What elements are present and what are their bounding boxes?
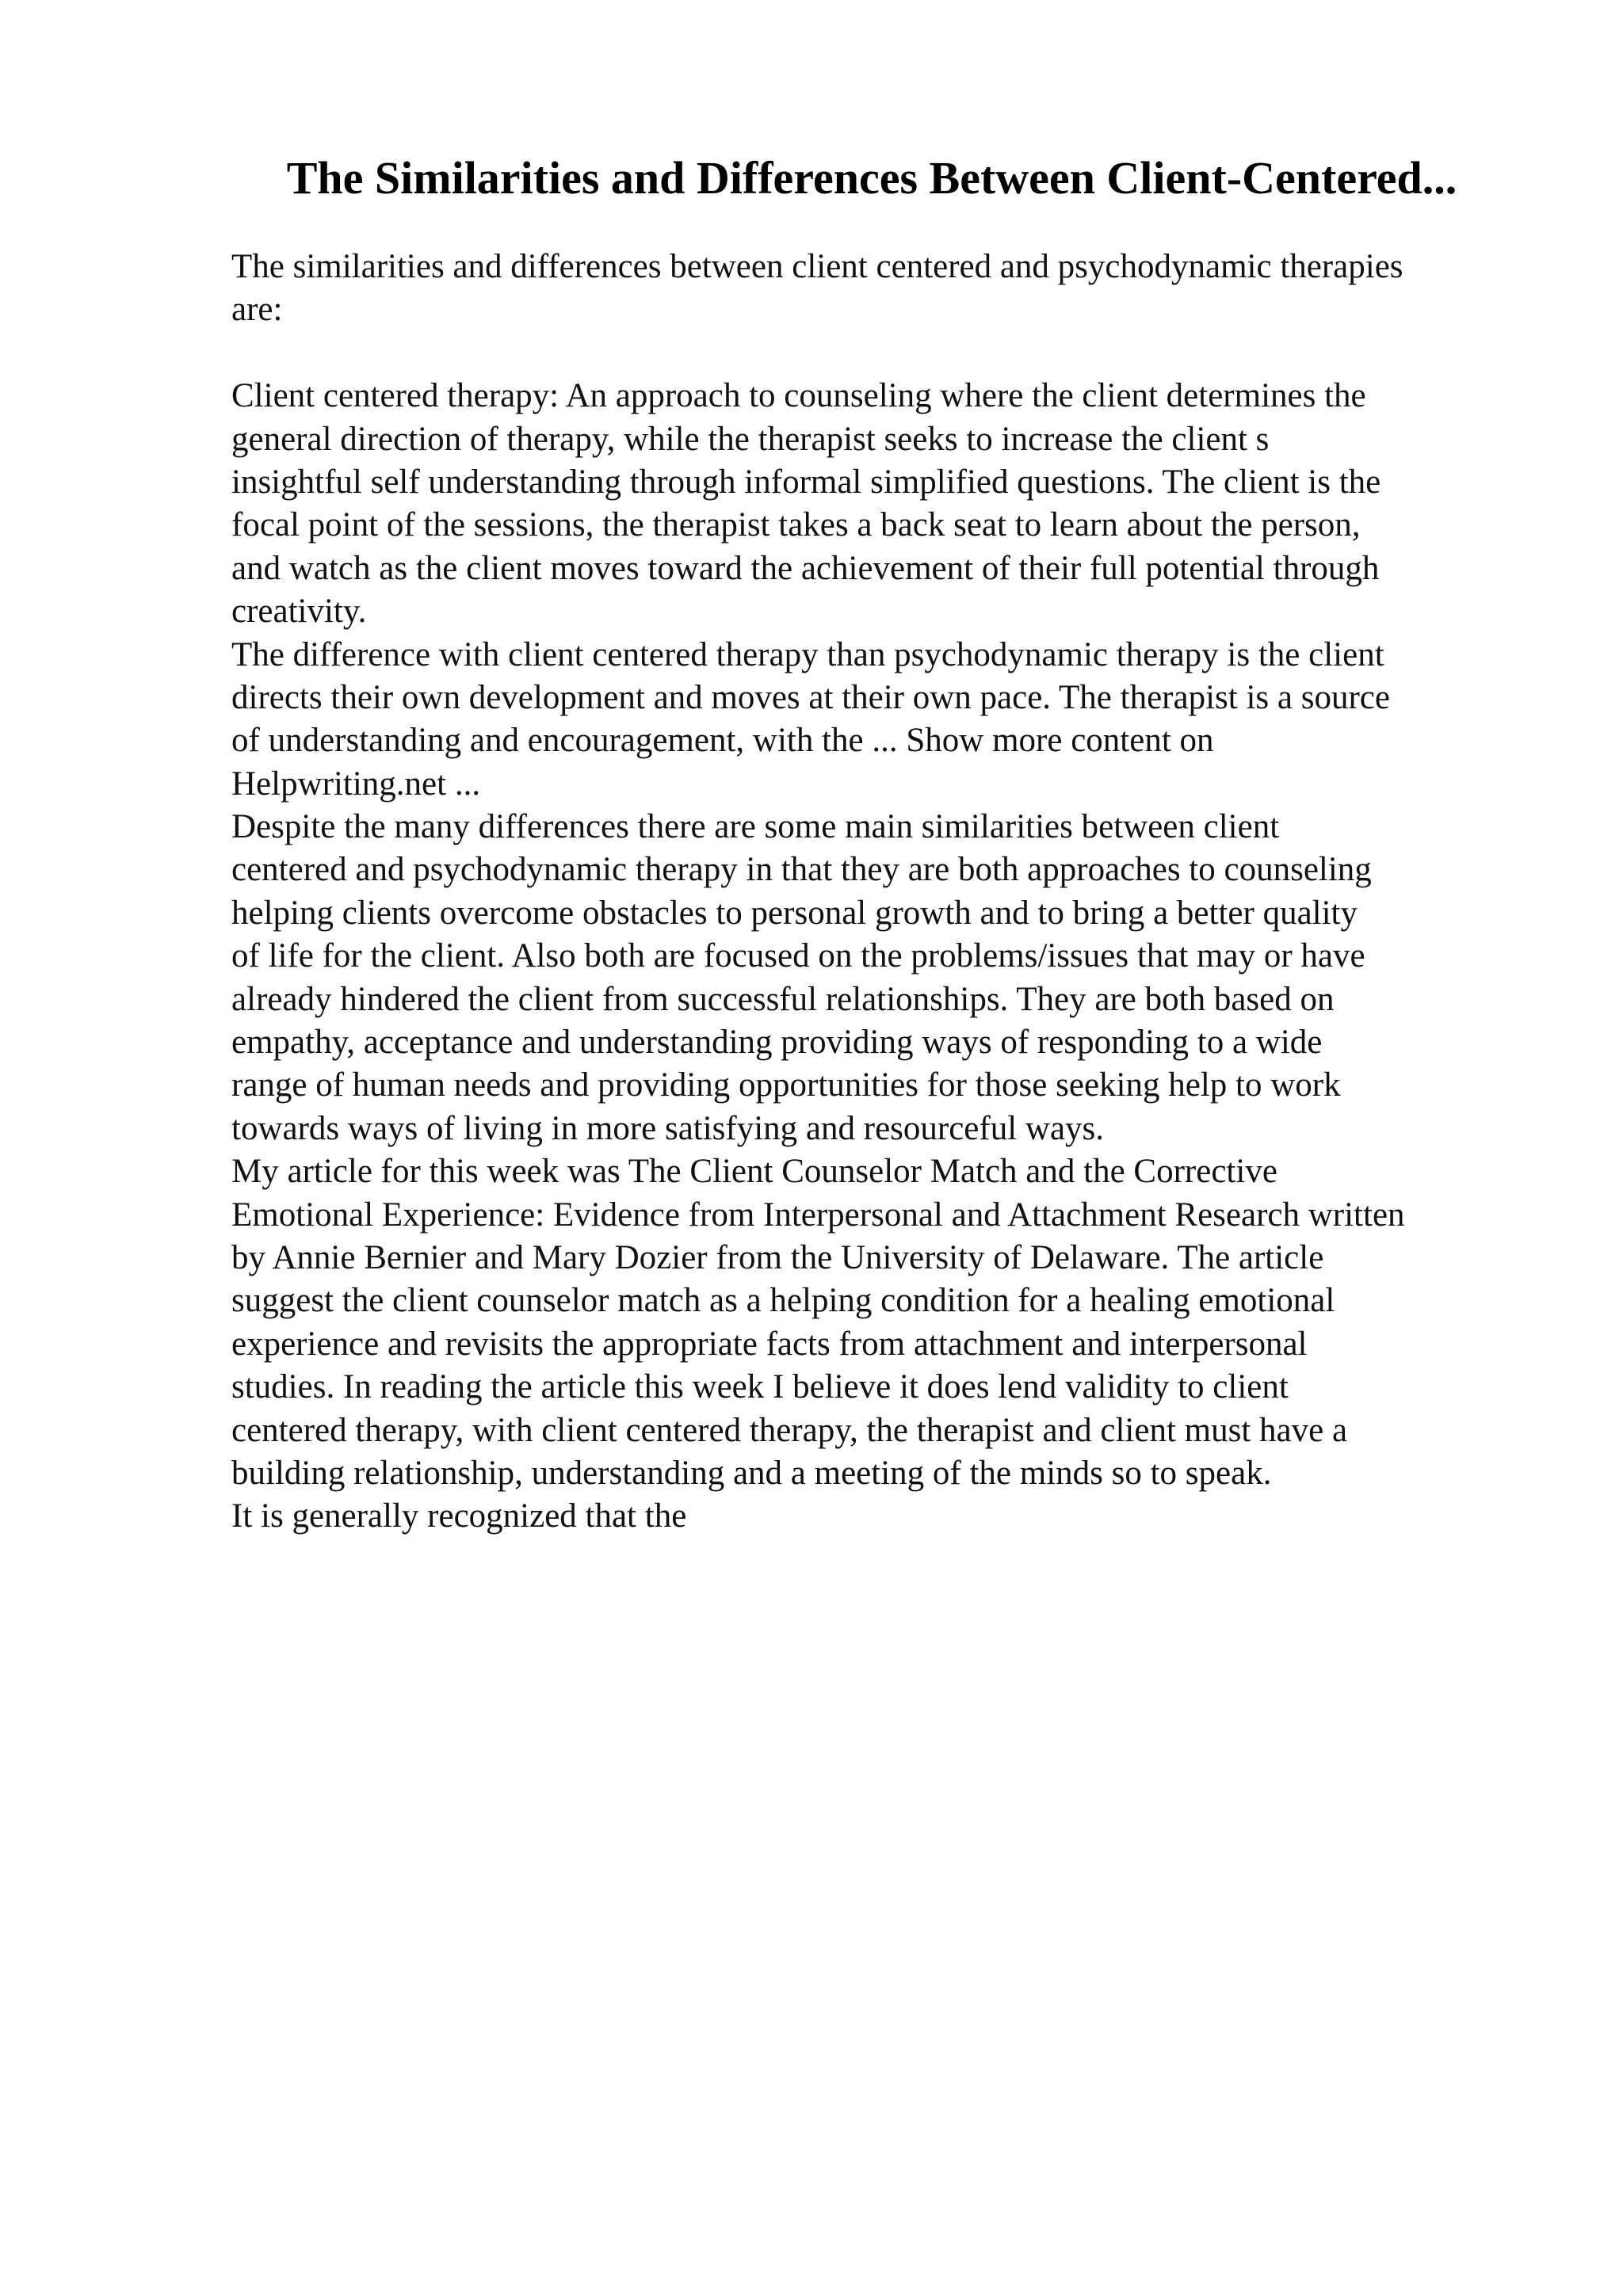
paragraph-truncated [231, 1495, 1515, 1538]
paragraph-article-review [231, 1150, 1515, 1495]
paragraph-gap [231, 332, 1515, 375]
text-line: of understanding and encouragement, with the ... Show more content on [231, 722, 1214, 760]
text-line: The difference with client centered therapy than psychodynamic therapy is the client [231, 635, 1384, 673]
text-line: creativity. [231, 593, 367, 631]
text-line: building relationship, understanding and a meeting of the minds so to speak. [231, 1454, 1272, 1492]
text-line: of life for the client. Also both are focused on the problems/issues that may or have [231, 937, 1365, 975]
intro-paragraph [231, 246, 1515, 332]
text-line: Helpwriting.net ... [231, 765, 481, 803]
text-line: experience and revisits the appropriate facts from attachment and interpersonal [231, 1325, 1308, 1363]
paragraph-differences [231, 634, 1515, 807]
text-line: are: [231, 291, 283, 329]
text-line: helping clients overcome obstacles to personal growth and to bring a better quality [231, 894, 1358, 932]
text-line: centered and psychodynamic therapy in that they are both approaches to counseling [231, 851, 1372, 889]
paragraph-client-centered-definition [231, 375, 1515, 633]
text-line: centered therapy, with client centered therapy, the therapist and client must have a [231, 1411, 1348, 1449]
document-title: The Similarities and Differences Between Client-Centered... [286, 152, 1457, 204]
text-line: Client centered therapy: An approach to counseling where the client determines the [231, 377, 1366, 415]
text-line: The similarities and differences between client centered and psychodynamic therapies [231, 248, 1403, 285]
text-line: directs their own development and moves at their own pace. The therapist is a source [231, 678, 1390, 716]
text-line: towards ways of living in more satisfying and resourceful ways. [231, 1109, 1105, 1147]
text-line: Emotional Experience: Evidence from Interpersonal and Attachment Research written [231, 1196, 1405, 1234]
text-line: focal point of the sessions, the therapist takes a back seat to learn about the person, [231, 506, 1361, 544]
paragraph-similarities [231, 806, 1515, 1150]
text-line: and watch as the client moves toward the achievement of their full potential through [231, 549, 1380, 587]
text-line: My article for this week was The Client Counselor Match and the Corrective [231, 1153, 1277, 1191]
text-line: insightful self understanding through informal simplified questions. The client is the [231, 463, 1381, 501]
text-line: Despite the many differences there are some main similarities between client [231, 808, 1280, 846]
text-line: suggest the client counselor match as a helping condition for a healing emotional [231, 1282, 1335, 1320]
text-line: range of human needs and providing opportunities for those seeking help to work [231, 1066, 1341, 1104]
document-body [231, 246, 1515, 1539]
text-line: It is generally recognized that the [231, 1497, 687, 1535]
text-line: studies. In reading the article this week I believe it does lend validity to client [231, 1368, 1289, 1406]
text-line: general direction of therapy, while the therapist seeks to increase the client s [231, 420, 1270, 458]
text-line: empathy, acceptance and understanding providing ways of responding to a wide [231, 1024, 1323, 1062]
text-line: already hindered the client from successful relationships. They are both based on [231, 980, 1335, 1018]
text-line: by Annie Bernier and Mary Dozier from the University of Delaware. The article [231, 1238, 1324, 1276]
